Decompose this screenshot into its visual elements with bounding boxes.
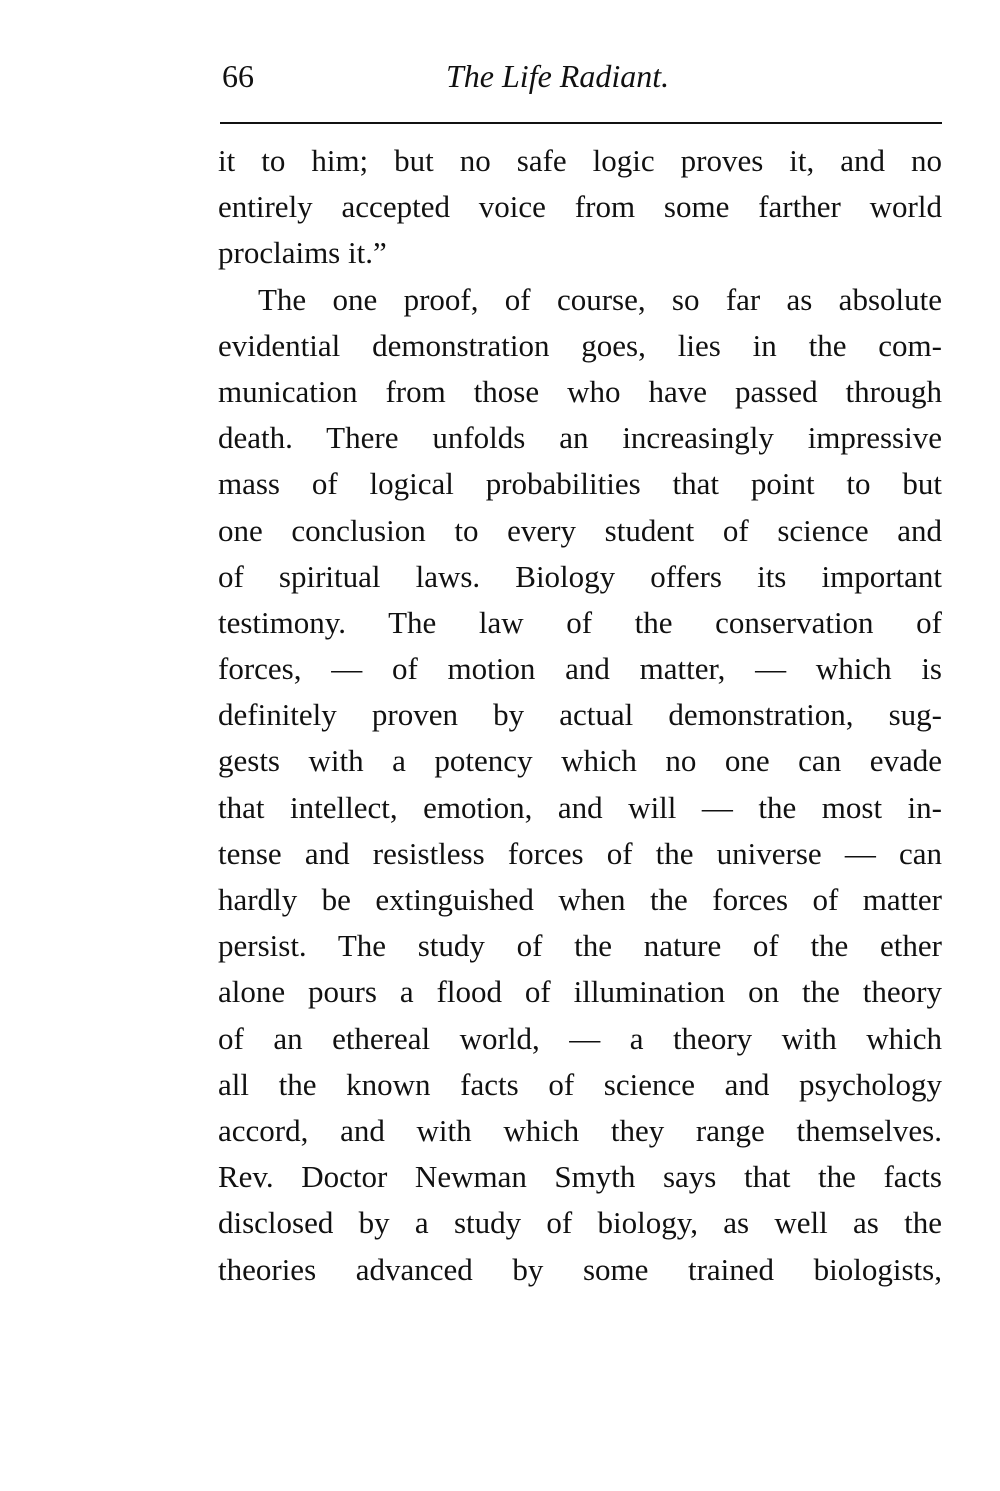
page-number: 66 (222, 58, 254, 94)
text-line: accord, and with which they range themselves. (218, 1112, 942, 1148)
text-line: mass of logical probabilities that point to but (218, 466, 942, 502)
text-line: that intellect, emotion, and will — the most in- (218, 789, 942, 825)
text-line: it to him; but no safe logic proves it, and no (218, 143, 942, 178)
text-line: evidential demonstration goes, lies in the com- (218, 327, 942, 363)
page-header (220, 54, 942, 104)
text-line: one conclusion to every student of science and (218, 512, 942, 548)
text-line: gests with a potency which no one can evade (218, 743, 942, 779)
text-line: The one proof, of course, so far as absolute (258, 281, 942, 317)
text-line: of spiritual laws. Biology offers its important (218, 558, 942, 594)
text-line: definitely proven by actual demonstration, sug- (218, 697, 942, 733)
text-line: alone pours a flood of illumination on the theory (218, 974, 942, 1010)
text-line: disclosed by a study of biology, as well as the (218, 1205, 942, 1241)
text-line: testimony. The law of the conservation of (218, 604, 942, 640)
text-line: entirely accepted voice from some farther world (218, 189, 942, 225)
text-line: munication from those who have passed through (218, 373, 942, 409)
header-rule (220, 122, 942, 124)
paragraph-1 (218, 138, 942, 277)
text-line: theories advanced by some trained biologists, (218, 1251, 942, 1287)
text-line: of an ethereal world, — a theory with which (218, 1020, 942, 1056)
text-line: tense and resistless forces of the universe — can (218, 835, 942, 871)
text-line: forces, — of motion and matter, — which is (218, 651, 942, 687)
text-line: all the known facts of science and psychology (218, 1066, 942, 1102)
text-line: death. There unfolds an increasingly impressive (218, 420, 942, 456)
body-text (218, 138, 942, 1293)
text-line: proclaims it.” (218, 235, 387, 271)
text-line: Rev. Doctor Newman Smyth says that the facts (218, 1159, 942, 1195)
running-title: The Life Radiant. (446, 58, 670, 94)
paragraph-2 (218, 277, 942, 1293)
text-line: hardly be extinguished when the forces of matter (218, 882, 942, 917)
text-line: persist. The study of the nature of the ether (218, 928, 942, 964)
